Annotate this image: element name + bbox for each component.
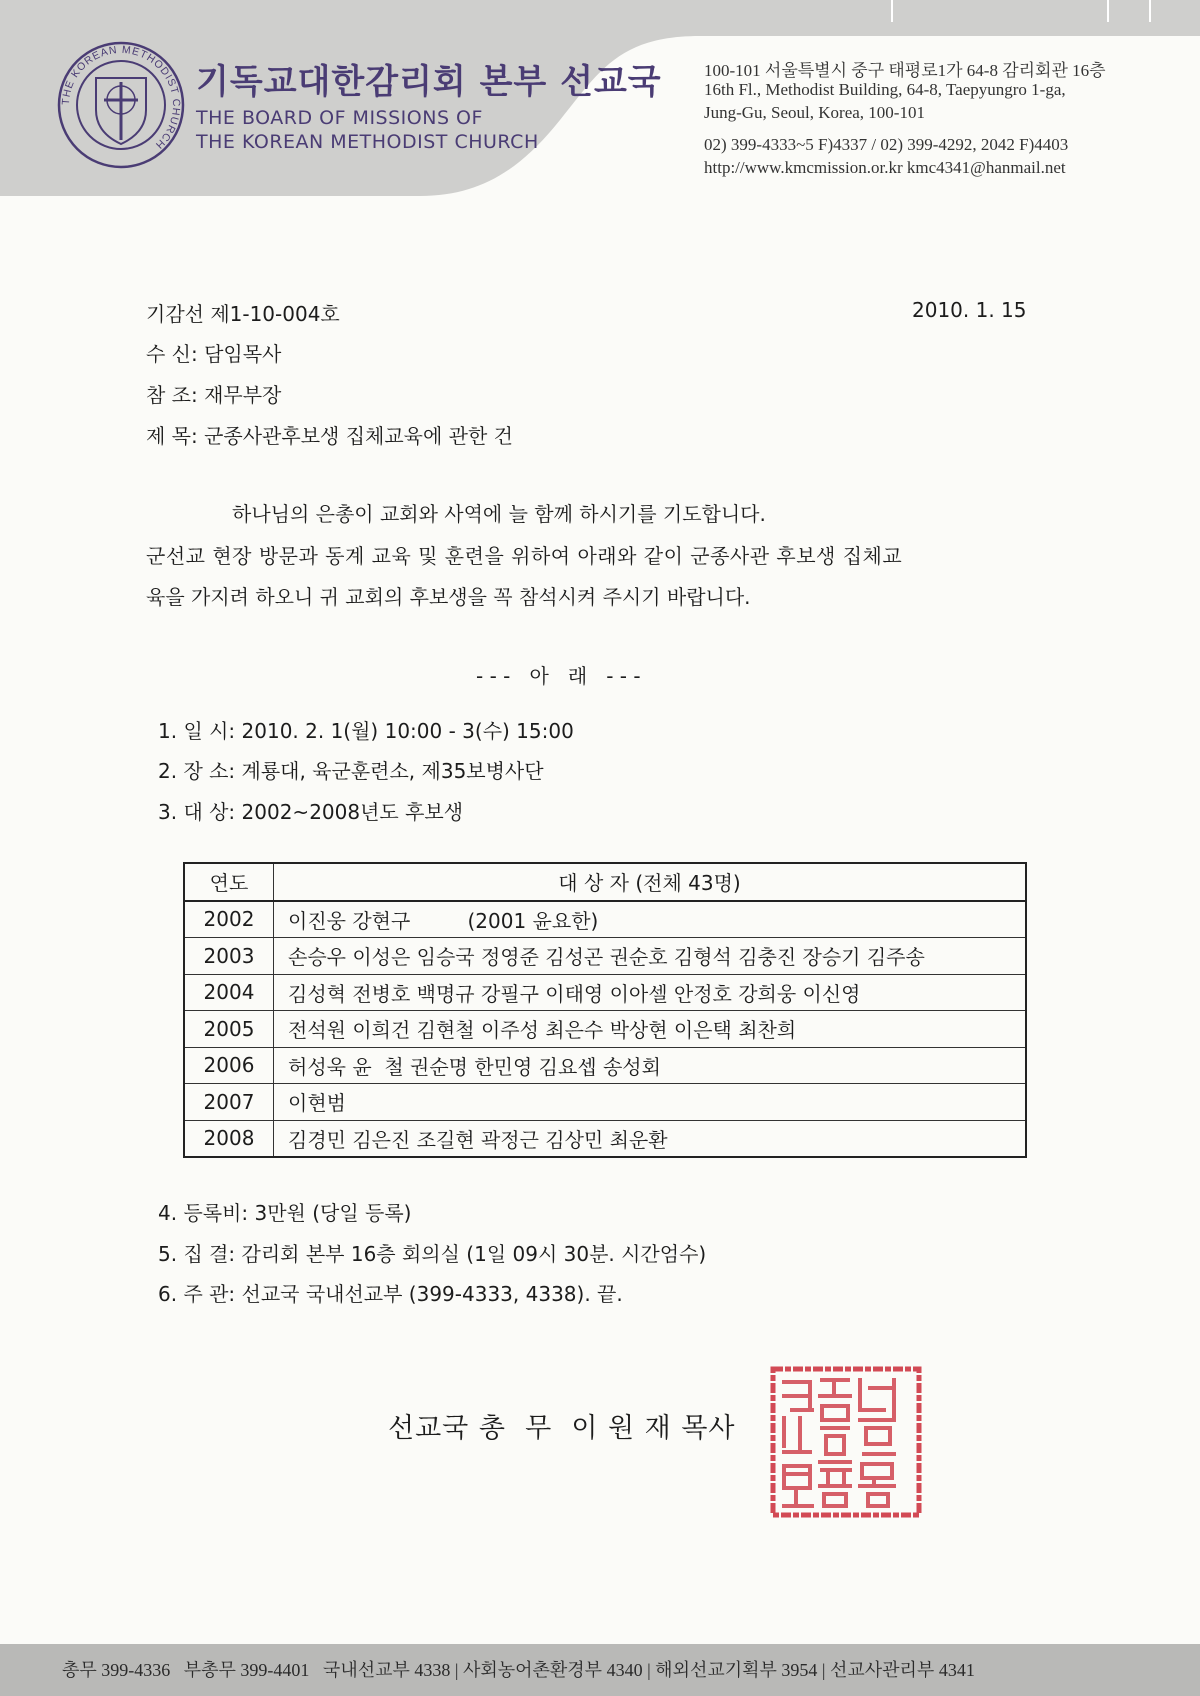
table-cell-names: 이진웅 강현구 (2001 윤요한) bbox=[274, 901, 1027, 938]
table-cell-year: 2003 bbox=[184, 938, 274, 975]
seal-ring-text: THE KOREAN METHODIST CHURCH bbox=[59, 43, 183, 152]
item-registration-fee: 4. 등록비: 3만원 (당일 등록) bbox=[158, 1201, 412, 1225]
item-assembly: 5. 집 결: 감리회 본부 16층 회의실 (1일 09시 30분. 시간엄수) bbox=[158, 1242, 707, 1266]
table-row bbox=[184, 938, 1026, 975]
item-date-time: 1. 일 시: 2010. 2. 1(월) 10:00 - 3(수) 15:00 bbox=[158, 719, 574, 743]
table-cell-year: 2002 bbox=[184, 901, 274, 938]
table-cell-year: 2004 bbox=[184, 974, 274, 1011]
official-red-stamp bbox=[770, 1366, 922, 1518]
table-row bbox=[184, 1011, 1026, 1048]
phone-fax: 02) 399-4333~5 F)4337 / 02) 399-4292, 2042 F)4403 bbox=[704, 135, 1069, 154]
candidate-table bbox=[183, 862, 1027, 1158]
document-date: 2010. 1. 15 bbox=[912, 298, 1027, 322]
body-paragraph-2: 군선교 현장 방문과 동계 교육 및 훈련을 위하여 아래와 같이 군종사관 후보생 집체교 bbox=[146, 544, 903, 568]
table-row bbox=[184, 974, 1026, 1011]
org-name-english-line1: THE BOARD OF MISSIONS OF bbox=[196, 107, 483, 129]
web-email: http://www.kmcmission.or.kr kmc4341@hanmail.net bbox=[704, 158, 1066, 177]
table-cell-names: 손승우 이성은 임승국 정영준 김성곤 권순호 김형석 김충진 장승기 김주송 bbox=[274, 938, 1027, 975]
table-cell-names: 이현범 bbox=[274, 1084, 1027, 1121]
table-cell-names: 전석원 이희건 김현철 이주성 최은수 박상현 이은택 최찬희 bbox=[274, 1011, 1027, 1048]
table-cell-year: 2008 bbox=[184, 1120, 274, 1157]
table-cell-names: 허성욱 윤 철 권순명 한민영 김요셉 송성회 bbox=[274, 1047, 1027, 1084]
address-korean: 100-101 서울특별시 중구 태평로1가 64-8 감리회관 16층 bbox=[704, 61, 1106, 80]
item-organizer: 6. 주 관: 선교국 국내선교부 (399-4333, 4338). 끝. bbox=[158, 1282, 623, 1306]
table-row bbox=[184, 901, 1026, 938]
body-paragraph-1: 하나님의 은총이 교회와 사역에 늘 함께 하시기를 기도합니다. bbox=[232, 502, 766, 526]
table-header-year: 연도 bbox=[184, 863, 274, 901]
table-cell-year: 2007 bbox=[184, 1084, 274, 1121]
document-number: 기감선 제1-10-004호 bbox=[146, 302, 340, 326]
address-english-line2: Jung-Gu, Seoul, Korea, 100-101 bbox=[704, 103, 925, 122]
table-header-names: 대 상 자 (전체 43명) bbox=[274, 863, 1027, 901]
recipient-line: 수 신: 담임목사 bbox=[146, 342, 282, 366]
table-cell-year: 2005 bbox=[184, 1011, 274, 1048]
table-header-row bbox=[184, 863, 1026, 901]
item-location: 2. 장 소: 계룡대, 육군훈련소, 제35보병사단 bbox=[158, 759, 544, 783]
footer-department-phones: 총무 399-4336 부총무 399-4401 국내선교부 4338 | 사회농어촌환경부 4340 | 해외선교기획부 3954 | 선교사관리부 4341 bbox=[62, 1660, 975, 1680]
address-english-line1: 16th Fl., Methodist Building, 64-8, Taepyungro 1-ga, bbox=[704, 80, 1066, 99]
table-row bbox=[184, 1120, 1026, 1157]
reference-line: 참 조: 재무부장 bbox=[146, 383, 282, 407]
subject-line: 제 목: 군종사관후보생 집체교육에 관한 건 bbox=[146, 424, 513, 448]
table-cell-year: 2006 bbox=[184, 1047, 274, 1084]
signature-line: 선교국 총 무 이 원 재 목사 bbox=[388, 1413, 736, 1444]
notice-heading: - - - 아 래 - - - bbox=[476, 664, 641, 688]
methodist-seal-logo bbox=[56, 40, 186, 170]
org-name-english-line2: THE KOREAN METHODIST CHURCH bbox=[196, 131, 539, 153]
table-row bbox=[184, 1047, 1026, 1084]
table-cell-names: 김성혁 전병호 백명규 강필구 이태영 이아셀 안정호 강희웅 이신영 bbox=[274, 974, 1027, 1011]
item-target: 3. 대 상: 2002~2008년도 후보생 bbox=[158, 800, 464, 824]
table-cell-names: 김경민 김은진 조길현 곽정근 김상민 최운환 bbox=[274, 1120, 1027, 1157]
org-name-korean: 기독교대한감리회 본부 선교국 bbox=[196, 62, 662, 102]
table-row bbox=[184, 1084, 1026, 1121]
body-paragraph-3: 육을 가지려 하오니 귀 교회의 후보생을 꼭 참석시켜 주시기 바랍니다. bbox=[146, 585, 751, 609]
